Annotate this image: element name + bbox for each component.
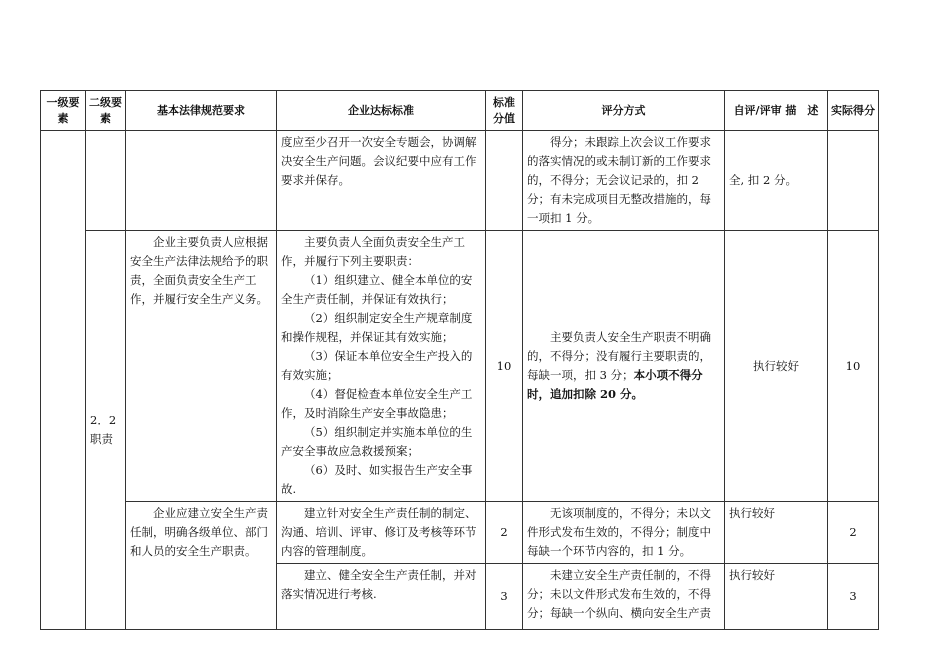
duty-item: （2）组织制定安全生产规章制度和操作规程，并保证其有效实施； xyxy=(281,311,473,344)
scoring-penalty: 本小项不得分时，追加扣除 20 分。 xyxy=(527,368,703,401)
law-cell: 企业主要负责人应根据安全生产法律法规给予的职责，全面负责安全生产工作，并履行安全生产义务。 xyxy=(126,231,277,502)
level2-cell xyxy=(86,131,126,231)
header-review: 自评/评审 描 述 xyxy=(725,91,828,131)
standard-intro: 主要负责人全面负责安全生产工作，并履行下列主要职责： xyxy=(281,235,465,268)
level1-cell xyxy=(41,131,86,630)
standard-cell: 建立针对安全生产责任制的制定、沟通、培训、评审、修订及考核等环节内容的管理制度。 xyxy=(277,502,486,564)
review-cell: 执行较好 xyxy=(725,564,828,630)
duty-item: （3）保证本单位安全生产投入的有效实施； xyxy=(281,349,473,382)
header-score: 标准分值 xyxy=(486,91,523,131)
standard-cell: 度应至少召开一次安全专题会，协调解决安全生产问题。会议纪要中应有工作要求并保存。 xyxy=(277,131,486,231)
score-cell xyxy=(486,131,523,231)
section-label: 2．2 职责 xyxy=(86,231,126,630)
review-cell: 执行较好 xyxy=(725,502,828,564)
score-cell: 10 xyxy=(486,231,523,502)
header-scoring-method: 评分方式 xyxy=(523,91,725,131)
header-actual-score: 实际得分 xyxy=(828,91,879,131)
scoring-text: 主要负责人安全生产职责不明确的，不得分；没有履行主要职责的，每缺一项，扣 3 分； xyxy=(527,330,711,382)
evaluation-table xyxy=(40,90,879,630)
scoring-cell: 未建立安全生产责任制的，不得分；未以文件形式发布生效的，不得分；每缺一个纵向、横向安全生产责 xyxy=(523,564,725,630)
actual-score-cell: 2 xyxy=(828,502,879,564)
actual-score-cell xyxy=(828,131,879,231)
score-cell: 2 xyxy=(486,502,523,564)
header-level2: 二级要素 xyxy=(86,91,126,131)
table-row xyxy=(41,131,879,231)
scoring-cell xyxy=(523,231,725,502)
review-cell: 执行较好 xyxy=(725,231,828,502)
review-cell: 全, 扣 2 分。 xyxy=(725,131,828,231)
actual-score-cell: 10 xyxy=(828,231,879,502)
header-row xyxy=(41,91,879,131)
duty-item: （1）组织建立、健全本单位的安全生产责任制，并保证有效执行； xyxy=(281,273,473,306)
scoring-cell: 无该项制度的，不得分；未以文件形式发布生效的，不得分；制度中每缺一个环节内容的，扣 1 分。 xyxy=(523,502,725,564)
duty-item: （4）督促检查本单位安全生产工作，及时消除生产安全事故隐患； xyxy=(281,387,473,420)
table-row xyxy=(41,502,879,564)
header-standard: 企业达标标准 xyxy=(277,91,486,131)
law-cell: 企业应建立安全生产责任制，明确各级单位、部门和人员的安全生产职责。 xyxy=(126,502,277,630)
law-cell xyxy=(126,131,277,231)
table-row xyxy=(41,231,879,502)
score-cell: 3 xyxy=(486,564,523,630)
standard-cell: 建立、健全安全生产责任制，并对落实情况进行考核. xyxy=(277,564,486,630)
header-law: 基本法律规范要求 xyxy=(126,91,277,131)
header-level1: 一级要素 xyxy=(41,91,86,131)
duty-item: （6）及时、如实报告生产安全事故. xyxy=(281,463,473,496)
duty-item: （5）组织制定并实施本单位的生产安全事故应急救援预案； xyxy=(281,425,473,458)
standard-cell xyxy=(277,231,486,502)
actual-score-cell: 3 xyxy=(828,564,879,630)
scoring-cell: 得分；未跟踪上次会议工作要求的落实情况的或未制订新的工作要求的，不得分；无会议记录的，扣 2 分；有未完成项目无整改措施的，每一项扣 1 分。 xyxy=(523,131,725,231)
